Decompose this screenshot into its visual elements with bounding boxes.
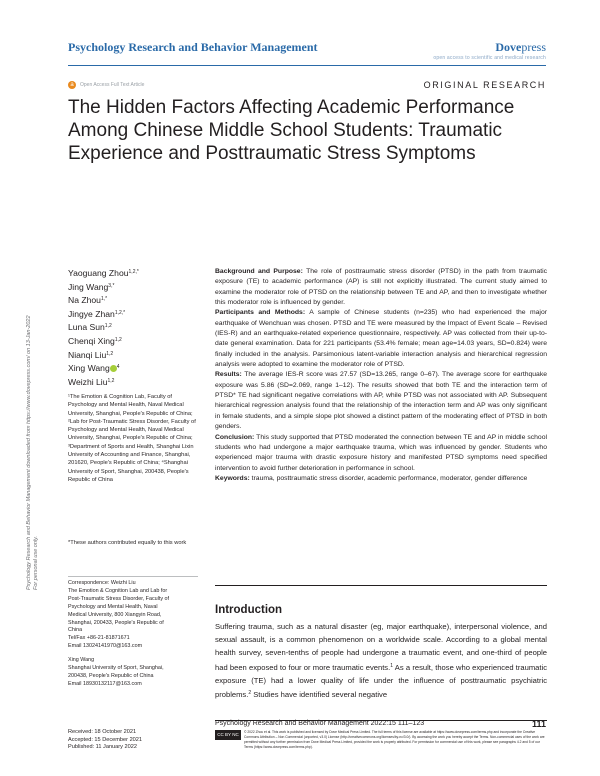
- orcid-icon[interactable]: [110, 365, 117, 372]
- citation-link[interactable]: 1: [390, 662, 393, 669]
- abstract-conclusion: Conclusion: This study supported that PTSD moderated the connection between TE and AP in middle school students who had undergone a major earthquake trauma, which was influenced by gender. Students who experienced major trauma with drastic exposure history and manifested PTSD symptoms need specified intervention to avoid further deterioration in performance in school.: [215, 433, 548, 472]
- abstract-methods: Participants and Methods: A sample of Chinese students (n=235) who had experienced the major earthquake of Wenchuan was chosen. PTSD and TE were measured by the Impact of Event Scale – Revised (IES-R) and an earthquake-related experience questionnaire, respectively. AP was collected from their up-to-date general examination. Data for 221 participants (53.4% female; mean age=14.03 years, SD=0.824) were finally included in the analysis. Parsimonious latent-variable interaction analysis and hierarchical regression analysis were adopted to examine the moderator role of PTSD.: [215, 309, 547, 369]
- accepted-date: Accepted: 15 December 2021: [68, 736, 143, 743]
- download-notice: [26, 150, 40, 590]
- journal-name: Psychology Research and Behavior Management: [68, 40, 318, 54]
- article-type-label: ORIGINAL RESEARCH: [423, 80, 546, 90]
- open-access-icon: a: [68, 81, 76, 89]
- page-number: 111: [531, 719, 546, 729]
- author[interactable]: Jingye Zhan$^{1,2,*}$: [68, 308, 126, 319]
- author[interactable]: Weizhi Liu$^{1,2}$: [68, 376, 115, 387]
- brand-rest: press: [521, 40, 546, 54]
- article-title: The Hidden Factors Affecting Academic Performance Among Chinese Middle School Students: Traumatic Experience and Posttraumatic Stress Symptoms: [68, 97, 515, 164]
- second-correspondent: Xing Wang: [68, 657, 95, 664]
- download-notice-line1: Psychology Research and Behavior Management downloaded from https://www.dovepress.com/ on 13-Jan-2022: [26, 315, 32, 590]
- author[interactable]: Na Zhou$^{1,*}$: [68, 295, 108, 306]
- author[interactable]: Yaoguang Zhou$^{1,2,*}$: [68, 268, 139, 278]
- author[interactable]: Xing Wang $^4$: [68, 363, 120, 374]
- abstract-results: Results: The average IES-R score was 27.57 (SD=13.265, range 0–67). The average score for earthquake exposure was 5.86 (SD=2.069, range 1–12). The results showed that both TE and the interaction term of PTSD* TE had significant negative correlations with AP, while PTSD was not associated with AP. Subsequent hierarchical regression analysis found that the relationship of the interaction term and AP was only significant in female students, and a simple slope plot showed a distinct pattern of the moderating effect of PTSD in both genders.: [215, 371, 548, 431]
- footer-citation: Psychology Research and Behavior Management 2022:15 111–123: [215, 720, 425, 727]
- abstract: [215, 267, 547, 484]
- introduction-text: Suffering trauma, such as a natural disaster (eg, major earthquake), interpersonal violence, and sexual assault, is a common phenomenon on a worldwide scale. According to a global mental health survey, seven-tenths of people had undergone a traumatic event, and one-third of people had been exposed to four or more traumatic events.$^1$ As a result, those who experienced traumatic exposure (TE) had a lower quality of life under the influence of posttraumatic psychiatric problems.$^2$ Studies have identified several negative: [215, 622, 547, 700]
- affiliations: ¹The Emotion & Cognition Lab, Faculty of Psychology and Mental Health, Naval Medical University, Shanghai, People's Republic of China; ²Lab for Post-Traumatic Stress Disorder, Faculty of Psychology and Mental Health, Naval Medical University, Shanghai, People's Republic of China; ³Department of Sports and Health, Shanghai Lixin University of Accounting and Finance, Shanghai, 201620, People's Republic of China; ⁴Shanghai University of Sport, Shanghai, 200438, People's Republic of China: [68, 394, 196, 483]
- equal-contribution-note: *These authors contributed equally to this work: [68, 540, 187, 546]
- section-heading: Introduction: [215, 604, 283, 616]
- abstract-divider: [215, 585, 547, 586]
- author[interactable]: Jing Wang$^{3,*}$: [68, 281, 115, 292]
- download-notice-line2: For personal use only.: [33, 535, 39, 590]
- tel-fax: Tel/Fax +86-21-81871671: [68, 635, 130, 642]
- correspondence-divider: [68, 576, 198, 577]
- email-link[interactable]: Email 13024141970@163.com: [68, 643, 143, 650]
- citation-link[interactable]: 2: [248, 690, 252, 697]
- correspondence-label: Correspondence: Weizhi Liu: [68, 580, 136, 586]
- publisher-logo[interactable]: [495, 40, 546, 55]
- publisher-tagline: open access to scientific and medical research: [433, 55, 546, 61]
- published-date: Published: 11 January 2022: [68, 744, 137, 751]
- author[interactable]: Chenqi Xing$^{1,2}$: [68, 335, 122, 346]
- abstract-keywords: Keywords: trauma, posttraumatic stress disorder, academic performance, moderator, gender difference: [215, 474, 528, 482]
- received-date: Received: 18 October 2021: [68, 729, 137, 735]
- cc-license-icon[interactable]: CC BY NC: [215, 730, 241, 740]
- article-dates: [68, 729, 142, 752]
- author[interactable]: Nianqi Liu$^{1,2}$: [68, 349, 114, 360]
- correspondence-block: Correspondence: Weizhi Liu The Emotion & Cognition Lab and Lab for Post-Traumatic Stress Disorder, Faculty of Psychology and Mental Health, Naval Medical University, 800 Xiangyin Road, Shanghai, 200433, People's Republic of China Tel/Fax +86-21-81871671 Email 13024141970@163.com Xing Wang Shanghai University of Sport, Shanghai, 200438, People's Republic of China Email 18930132117@163.com: [68, 580, 200, 689]
- email-link[interactable]: Email 18930132117@163.com: [68, 680, 142, 687]
- author[interactable]: Luna Sun$^{1,2}$: [68, 322, 112, 333]
- open-access-label: Open Access Full Text Article: [80, 82, 145, 88]
- author-list: [68, 266, 203, 388]
- header-divider: [68, 65, 546, 66]
- brand-bold: Dove: [495, 40, 522, 54]
- copyright-notice: © 2022 Zhou et al. This work is published and licensed by Dove Medical Press Limited. The full terms of this license are available at https://www.dovepress.com/terms.php and incorporate the Creative Commons Attribution – Non Commercial (unported, v3.0) License (http://creativecommons.org/licenses/by-nc/3.0/). By accessing the work you hereby accept the Terms. Non-commercial uses of the work are permitted without any further permission from Dove Medical Press Limited, provided the work is properly attributed. For permission for commercial use of this work, please see paragraphs 4.2 and 5 of our Terms (https://www.dovepress.com/terms.php).: [244, 730, 545, 749]
- open-access-badge: [68, 81, 144, 89]
- abstract-background: Background and Purpose: The role of posttraumatic stress disorder (PTSD) in the path from traumatic exposure (TE) to academic performance (AP) is still not explicitly illustrated. The current study aimed to examine the moderator role of PTSD on the relationship between TE and AP, and then to investigate whether this moderator role is influenced by gender.: [215, 268, 547, 307]
